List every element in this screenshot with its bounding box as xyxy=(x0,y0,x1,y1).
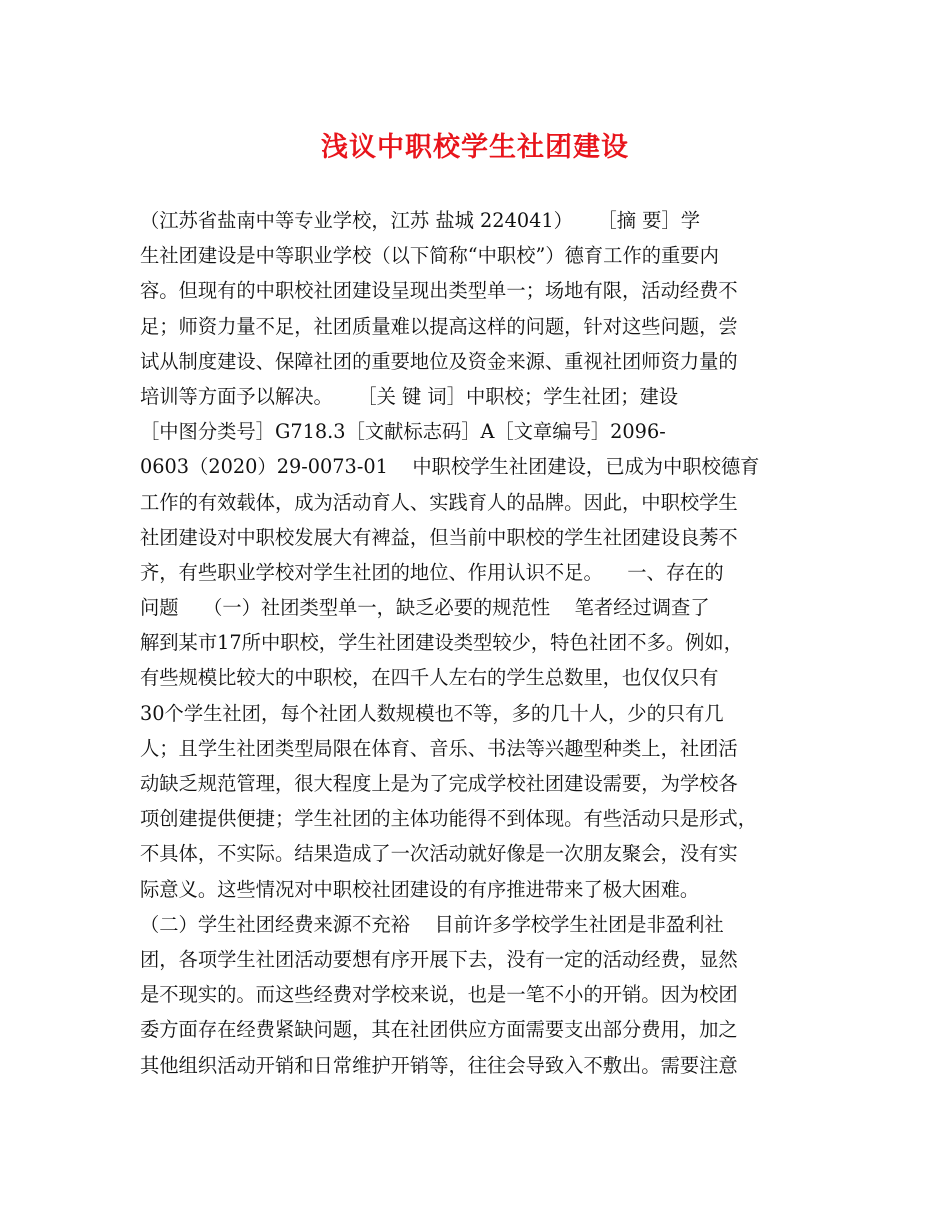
body-line-22: 团，各项学生社团活动要想有序开展下去，没有一定的活动经费，显然 xyxy=(140,947,738,971)
body-line-15: 30个学生社团，每个社团人数规模也不等，多的几十人，少的只有几 xyxy=(140,701,724,725)
body-line-17: 动缺乏规范管理，很大程度上是为了完成学校社团建设需要，为学校各 xyxy=(140,772,738,795)
body-line-5: 试从制度建设、保障社团的重要地位及资金来源、重视社团师资力量的 xyxy=(140,349,738,373)
body-line-24: 委方面存在经费紧缺问题，其在社团供应方面需要支出部分费用，加之 xyxy=(140,1018,738,1042)
body-line-10: 社团建设对中职校发展大有裨益，但当前中职校的学生社团建设良莠不 xyxy=(140,525,738,549)
body-line-8: 0603（2020）29-0073-01 中职校学生社团建设，已成为中职校德育 xyxy=(140,455,760,479)
body-line-14: 有些规模比较大的中职校，在四千人左右的学生总数里，也仅仅只有 xyxy=(140,666,719,690)
body-line-16: 人；且学生社团类型局限在体育、音乐、书法等兴趣型种类上，社团活 xyxy=(140,736,738,760)
body-line-23: 是不现实的。而这些经费对学校来说，也是一笔不小的开销。因为校团 xyxy=(140,983,738,1007)
body-line-9: 工作的有效载体，成为活动育人、实践育人的品牌。因此，中职校学生 xyxy=(140,490,738,514)
body-line-12: 问题 （一）社团类型单一，缺乏必要的规范性 笔者经过调查了 xyxy=(140,596,710,620)
body-line-13: 解到某市17所中职校，学生社团建设类型较少，特色社团不多。例如， xyxy=(140,631,743,655)
body-line-6: 培训等方面予以解决。 ［关 键 词］中职校；学生社团；建设 xyxy=(140,384,679,408)
body-line-1: （江苏省盐南中等专业学校，江苏 盐城 224041） ［摘 要］学 xyxy=(140,209,700,232)
body-line-19: 不具体，不实际。结果造成了一次活动就好像是一次朋友聚会，没有实 xyxy=(140,842,738,866)
body-line-3: 容。但现有的中职校社团建设呈现出类型单一；场地有限，活动经费不 xyxy=(140,279,738,303)
document-body xyxy=(140,203,812,1083)
body-line-2: 生社团建设是中等职业学校（以下简称“中职校”）德育工作的重要内 xyxy=(140,244,719,268)
body-line-18: 项创建提供便捷；学生社团的主体功能得不到体现。有些活动只是形式， xyxy=(140,807,757,831)
body-line-11: 齐，有些职业学校对学生社团的地位、作用认识不足。 一、存在的 xyxy=(140,560,724,584)
document-title: 浅议中职校学生社团建设 xyxy=(321,132,629,163)
body-line-20: 际意义。这些情况对中职校社团建设的有序推进带来了极大困难。 xyxy=(140,877,700,901)
body-line-4: 足；师资力量不足，社团质量难以提高这样的问题，针对这些问题，尝 xyxy=(140,314,738,338)
body-line-21: （二）学生社团经费来源不充裕 目前许多学校学生社团是非盈利社 xyxy=(140,912,724,936)
body-line-25: 其他组织活动开销和日常维护开销等，往往会导致入不敷出。需要注意 xyxy=(140,1053,738,1077)
body-line-7: ［中图分类号］G718.3［文献标志码］A［文章编号］2096- xyxy=(140,420,666,444)
